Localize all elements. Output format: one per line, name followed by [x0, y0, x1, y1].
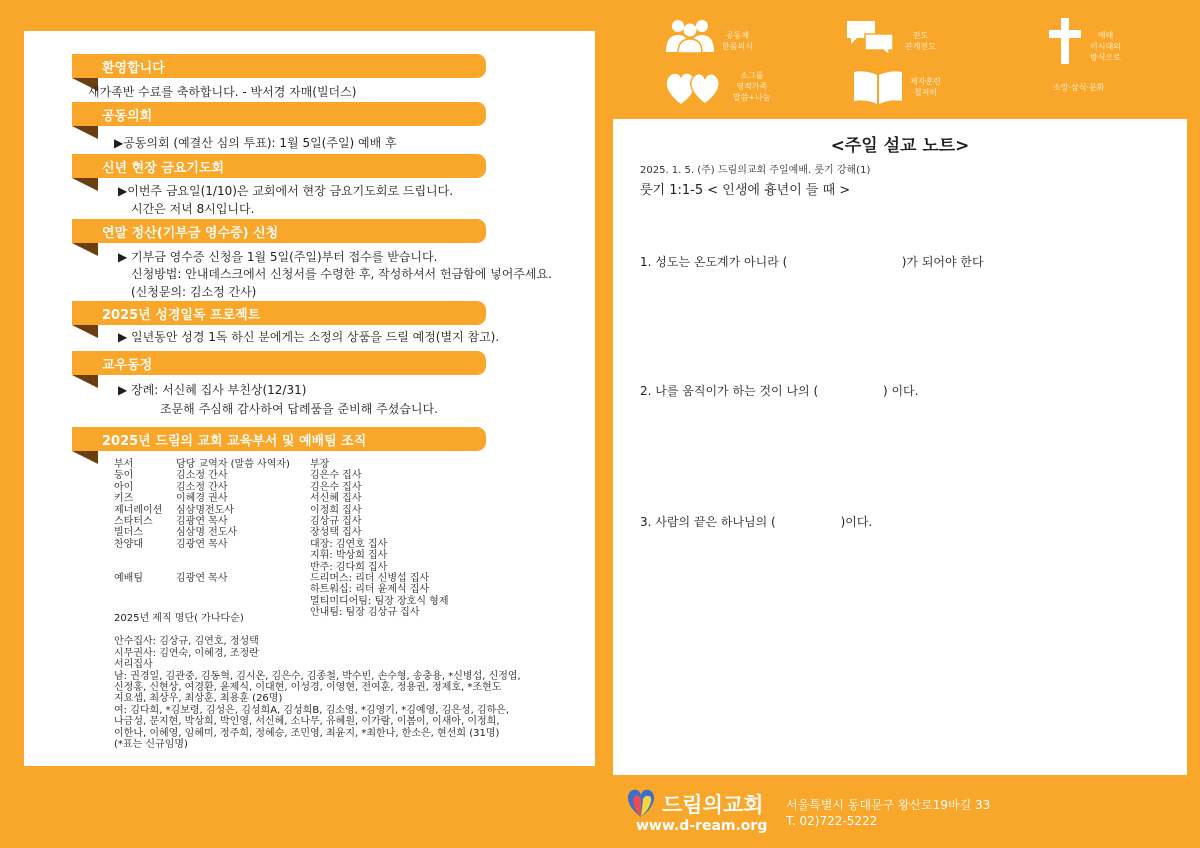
section-title: 환영합니다 — [102, 61, 165, 76]
org-cell: 둥이 — [114, 470, 134, 482]
org-cell: 빌더스 — [114, 527, 143, 539]
org-cell: 부장 — [310, 459, 330, 470]
label-line: 소망·삼식·문화 — [1053, 83, 1105, 92]
section-title: 연말 정산(기부금 영수증) 신청 — [102, 226, 279, 241]
section-bar-donation-receipt — [72, 219, 486, 243]
roster-line: (*표는 신규임명) — [114, 739, 188, 751]
announcements-page — [24, 31, 595, 766]
section-bar-organization — [72, 427, 486, 451]
note-question-2: 2. 나를 움직이가 하는 것이 나의 ( ) 이다. — [640, 384, 919, 398]
section-line: 시간은 저녁 8시입니다. — [131, 202, 255, 216]
roster-line: 안수집사: 김상규, 김연호, 정성택 — [114, 636, 259, 648]
note-question-3: 3. 사람의 끝은 하나님의 ( )이다. — [640, 515, 873, 529]
org-cell: 장성택 집사 — [310, 527, 362, 539]
section-title: 2025년 드림의 교회 교육부서 및 예배팀 조직 — [102, 434, 367, 449]
church-address: 서울특별시 동대문구 왕산로19바길 33 — [786, 798, 991, 812]
note-title: <주일 설교 노트> — [830, 136, 970, 156]
note-question-1: 1. 성도는 온도계가 아니라 ( )가 되어야 한다 — [640, 255, 984, 269]
org-cell: 김광연 목사 — [176, 515, 228, 527]
label-line: 이시대의 — [1090, 42, 1121, 51]
org-cell: 김소정 간사 — [176, 481, 228, 493]
org-cell: 하트워십: 리더 윤제식 집사 — [310, 584, 430, 596]
org-cell: 김소정 간사 — [176, 470, 228, 482]
book-icon — [850, 68, 906, 106]
org-cell: 이정희 집사 — [310, 504, 362, 516]
label-line: 방식으로 — [1090, 53, 1121, 62]
org-cell: 키즈 — [114, 493, 134, 505]
roster-line: 나금성, 문지현, 박상희, 박인영, 서신혜, 소나무, 유혜원, 이가람, 이봄이, 이새아, 이정희, — [114, 716, 500, 728]
note-date: 2025. 1. 5. (주) 드림의교회 주일예배. 룻기 강해(1) — [640, 165, 871, 176]
roster-line: 남: 권경일, 김관중, 김동혁, 김시온, 김은수, 김종철, 박수빈, 손수형, 송충용, *신병섭, 신정엽, — [114, 670, 521, 682]
org-cell: 아이 — [114, 481, 134, 493]
org-cell: 이혜경 권사 — [176, 493, 228, 505]
roster-line: 이한나, 이혜영, 임혜미, 정주희, 정혜승, 조민영, 최윤지, *최한나, 한소은, 현선희 (31명) — [114, 727, 500, 739]
speech-bubbles-icon — [845, 18, 895, 56]
org-cell: 드리머스: 리더 신병섭 집사 — [310, 572, 430, 584]
section-line: ▶ 일년동안 성경 1독 하신 분에게는 소정의 상품을 드릴 예정(별지 참고). — [118, 330, 500, 344]
sermon-note-page — [613, 119, 1187, 775]
org-cell: 스타터스 — [114, 515, 153, 527]
org-cell: 지휘: 박상희 집사 — [310, 550, 388, 562]
org-cell: 김광연 목사 — [176, 572, 228, 584]
roster-line: 지요셉, 최상우, 최상훈, 최용훈 (26명) — [114, 693, 283, 705]
section-bar-congregation-meeting — [72, 102, 486, 126]
people-icon — [664, 18, 716, 54]
spacer — [114, 624, 574, 636]
section-line: ▶ 장례: 서신혜 집사 부친상(12/31) — [118, 383, 307, 397]
org-cell: 김은수 집사 — [310, 481, 362, 493]
org-cell: 서신혜 집사 — [310, 493, 362, 505]
header-item-small-group — [660, 68, 726, 106]
church-name: 드림의교회 — [662, 793, 764, 817]
roster-line: 시무권사: 김연숙, 이혜경, 조정란 — [114, 647, 259, 659]
label-line: 예배 — [1097, 31, 1114, 40]
header-item-discipleship — [848, 68, 908, 106]
note-scripture: 룻기 1:1-5 < 인생에 흉년이 들 때 > — [640, 183, 851, 198]
roster-line: 여: 김다희, *김보령, 김성은, 김성희A, 김성희B, 김소영, *김영기, *김예영, 김은성, 김하은, — [114, 704, 510, 716]
org-cell: 담당 교역자 (말씀 사역자) — [176, 459, 290, 470]
label-line: 공동체 — [725, 31, 750, 40]
section-bar-welcome — [72, 54, 486, 78]
header-label-evangelism — [905, 30, 936, 52]
header-item-evangelism — [840, 18, 900, 56]
label-line: 제자훈련 — [910, 77, 941, 86]
label-line: 철저히 — [913, 88, 938, 97]
section-bar-member-news — [72, 351, 486, 375]
section-line: 신청방법: 안내데스크에서 신청서를 수령한 후, 작성하셔서 헌금함에 넣어주세요. — [131, 267, 552, 281]
org-cell: 예배팀 — [114, 572, 143, 584]
section-line: ▶공동의회 (예결산 심의 투표): 1월 5일(주일) 예배 후 — [114, 136, 397, 150]
header-label-small-group — [733, 70, 771, 103]
org-cell: 반주: 김다희 집사 — [310, 561, 388, 573]
section-bar-friday-prayer — [72, 154, 486, 178]
org-cell: 안내팀: 팀장 김상규 집사 — [310, 607, 420, 619]
org-cell: 김상규 집사 — [310, 515, 362, 527]
org-cell: 김은수 집사 — [310, 470, 362, 482]
section-title: 2025년 성경일독 프로젝트 — [102, 308, 261, 323]
header-item-worship — [1040, 16, 1090, 66]
church-phone: T. 02)722-5222 — [786, 814, 878, 828]
org-cell: 찬양대 — [114, 538, 143, 550]
org-cell: 심삼명 전도사 — [176, 527, 238, 539]
roster-title: 2025년 제직 명단( 가나다순) — [114, 613, 244, 624]
section-line: ▶ 기부금 영수증 신청을 1월 5일(주일)부터 접수를 받습니다. — [118, 250, 438, 264]
header-label-discipleship — [910, 76, 941, 98]
label-line: 소그룹 — [740, 71, 764, 80]
section-line: 조문해 주심해 감사하여 답례품을 준비해 주셨습니다. — [160, 402, 438, 416]
org-cell: 멀티미디어팀: 팀장 장호식 형제 — [310, 595, 449, 607]
label-line: 전도 — [912, 31, 929, 40]
roster-line: 서리집사 — [114, 659, 153, 671]
section-bar-bible-reading — [72, 301, 486, 325]
header-label-community — [722, 30, 753, 52]
church-url[interactable]: www.d-ream.org — [636, 818, 768, 834]
section-line: ▶이번주 금요일(1/10)은 교회에서 현장 금요기도회로 드립니다. — [118, 184, 454, 198]
org-cell: 김광연 목사 — [176, 538, 228, 550]
org-cell: 부서 — [114, 459, 134, 470]
church-logo-icon — [624, 786, 658, 820]
section-title: 신년 현장 금요기도회 — [102, 161, 225, 176]
section-line: (신청문의: 김소정 간사) — [131, 285, 257, 299]
header-label-hope — [1053, 82, 1104, 93]
section-title: 교우동정 — [102, 358, 153, 373]
org-cell: 심삼명전도사 — [176, 504, 234, 516]
label-line: 한몸의식 — [722, 42, 753, 51]
org-cell: 제너레이션 — [114, 504, 163, 516]
label-line: 관계전도 — [905, 42, 936, 51]
org-cell: 대장: 김연호 집사 — [310, 538, 388, 550]
label-line: 영적가족 — [736, 82, 768, 91]
section-line: 새가족반 수료를 축하합니다. - 박서경 자매(빌더스) — [88, 85, 357, 99]
label-line: 말씀+나눔 — [733, 93, 771, 102]
header-label-worship — [1090, 30, 1121, 63]
staff-roster — [114, 613, 574, 750]
cross-icon — [1045, 16, 1085, 66]
roster-line: 신정홍, 신현상, 여경환, 윤제식, 이대현, 이성경, 이영현, 전여훈, 정용권, 정제호, *조현도 — [114, 682, 502, 694]
hearts-icon — [663, 68, 723, 106]
section-title: 공동의회 — [102, 109, 153, 124]
